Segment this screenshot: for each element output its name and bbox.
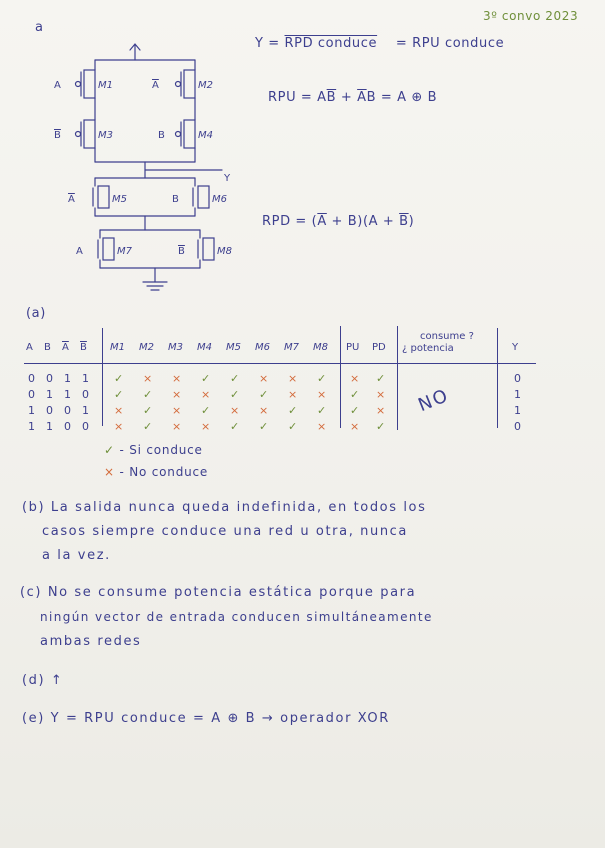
input-cell: 0	[82, 420, 89, 433]
label-gate-m8: B	[178, 246, 185, 257]
label-m4: M4	[198, 130, 213, 141]
legend-conduce	[104, 443, 203, 457]
pd-cross-icon: ×	[376, 404, 386, 417]
eq-rpd-1: RPD = (	[262, 214, 318, 229]
cross-icon: ×	[201, 420, 211, 433]
part-c-line-1: (c) No se consume potencia estática porque para	[20, 585, 417, 600]
input-cell: 1	[28, 420, 35, 433]
hdr-m3: M3	[168, 342, 183, 353]
hdr-b-bar: $\overline{B}$	[80, 342, 87, 353]
label-gate-m1: A	[54, 80, 61, 91]
equation-y	[255, 36, 504, 51]
label-gate-m5: A	[68, 194, 75, 205]
input-cell: 0	[82, 388, 89, 401]
hdr-m7: M7	[284, 342, 299, 353]
check-icon: ✓	[201, 372, 211, 385]
input-cell: 0	[64, 420, 71, 433]
cross-icon: ×	[172, 420, 182, 433]
divider-networks	[397, 326, 398, 430]
eq-rpd-2: $\overline{A}$	[317, 214, 327, 229]
part-b-line-1: (b) La salida nunca queda indefinida, en todos los	[22, 500, 427, 515]
pu-check-icon: ✓	[350, 404, 360, 417]
check-icon: ✓	[288, 420, 298, 433]
part-c-line-2: ningún vector de entrada conducen simultáneamente	[40, 610, 433, 624]
part-d: (d) ↑	[22, 673, 64, 688]
hdr-y: Y	[512, 342, 519, 353]
consume-answer: NO	[415, 384, 453, 417]
cross-icon: ×	[172, 372, 182, 385]
label-m6: M6	[212, 194, 227, 205]
cross-icon: ×	[230, 404, 240, 417]
output-cell: 1	[514, 388, 521, 401]
pu-check-icon: ✓	[350, 388, 360, 401]
transistor-m2-body	[184, 70, 195, 98]
check-icon: ✓	[143, 404, 153, 417]
output-cell: 1	[514, 404, 521, 417]
part-b-line-2: casos siempre conduce una red u otra, nunca	[42, 524, 408, 539]
divider-consume	[497, 328, 498, 428]
input-cell: 1	[64, 388, 71, 401]
eq-y-equals: =	[395, 36, 408, 51]
eq-rpu-d: B = A ⊕ B	[366, 90, 438, 105]
input-cell: 1	[64, 372, 71, 385]
hdr-consume-1: consume ?	[420, 331, 474, 342]
pu-cross-icon: ×	[350, 420, 360, 433]
hdr-m5: M5	[226, 342, 241, 353]
check-icon: ✓	[143, 388, 153, 401]
cross-icon: ×	[172, 388, 182, 401]
eq-y-lhs: Y =	[255, 36, 280, 51]
check-icon: ✓	[317, 372, 327, 385]
legend-cross-icon: ×	[104, 465, 115, 479]
cross-icon: ×	[288, 388, 298, 401]
header-rule	[24, 363, 536, 364]
label-gate-m3: B	[54, 130, 61, 141]
hdr-consume-2: ¿ potencia	[402, 343, 454, 354]
transistor-m8-body	[203, 238, 214, 260]
transistor-m7-body	[103, 238, 114, 260]
input-cell: 0	[46, 404, 53, 417]
eq-rpu-c: $\overline{A}$	[357, 90, 367, 105]
equation-rpu	[268, 90, 437, 105]
page-mark: a	[35, 20, 44, 35]
label-gate-m7: A	[76, 246, 83, 257]
label-m2: M2	[198, 80, 213, 91]
eq-rpu-b: $\overline{B}$	[326, 90, 337, 105]
hdr-m1: M1	[110, 342, 125, 353]
check-icon: ✓	[230, 388, 240, 401]
part-c-line-3: ambas redes	[40, 634, 142, 649]
label-m5: M5	[112, 194, 127, 205]
hdr-a-bar: $\overline{A}$	[62, 342, 69, 353]
input-cell: 1	[82, 372, 89, 385]
label-gate-m6: B	[172, 194, 179, 205]
cross-icon: ×	[201, 388, 211, 401]
legend-check-icon: ✓	[104, 443, 115, 457]
transistor-m1-body	[84, 70, 95, 98]
pd-check-icon: ✓	[376, 420, 386, 433]
output-cell: 0	[514, 372, 521, 385]
pd-cross-icon: ×	[376, 388, 386, 401]
transistor-m6-body	[198, 186, 209, 208]
eq-rpd-3: + B)(A +	[326, 214, 400, 229]
part-e: (e) Y = RPU conduce = A ⊕ B → operador XOR	[22, 711, 390, 726]
input-cell: 1	[46, 388, 53, 401]
header-inputs	[26, 342, 98, 353]
input-cell: 1	[46, 420, 53, 433]
ground-icon	[143, 282, 167, 290]
cross-icon: ×	[114, 404, 124, 417]
check-icon: ✓	[230, 420, 240, 433]
cross-icon: ×	[259, 372, 269, 385]
output-cell: 0	[514, 420, 521, 433]
transistor-m5-body	[98, 186, 109, 208]
pd-check-icon: ✓	[376, 372, 386, 385]
cross-icon: ×	[172, 404, 182, 417]
exam-date: 3º convo 2023	[483, 9, 579, 23]
check-icon: ✓	[143, 420, 153, 433]
pu-cross-icon: ×	[350, 372, 360, 385]
check-icon: ✓	[288, 404, 298, 417]
legend-no-conduce-text: - No conduce	[119, 465, 209, 479]
cross-icon: ×	[317, 388, 327, 401]
eq-rpd-4: $\overline{B}$	[399, 214, 409, 229]
equation-rpd	[262, 214, 414, 229]
hdr-m8: M8	[313, 342, 328, 353]
hdr-pu: PU	[346, 342, 360, 353]
part-a-label: (a)	[26, 306, 46, 321]
input-cell: 1	[28, 404, 35, 417]
hdr-m2: M2	[139, 342, 154, 353]
check-icon: ✓	[114, 388, 124, 401]
hdr-m6: M6	[255, 342, 270, 353]
label-output: Y	[224, 173, 231, 184]
label-m7: M7	[117, 246, 132, 257]
hdr-a: A	[26, 342, 33, 353]
check-icon: ✓	[230, 372, 240, 385]
transistor-m3-body	[84, 120, 95, 148]
input-cell: 0	[28, 372, 35, 385]
divider-inputs	[102, 328, 103, 426]
header-transistors	[110, 342, 342, 353]
input-cell: 0	[28, 388, 35, 401]
input-cell: 0	[64, 404, 71, 417]
cross-icon: ×	[143, 372, 153, 385]
legend-no-conduce	[104, 465, 208, 479]
cmos-circuit-diagram	[40, 40, 250, 300]
input-cell: 1	[82, 404, 89, 417]
input-cell: 0	[46, 372, 53, 385]
eq-rpu-a: RPU = A	[268, 90, 327, 105]
check-icon: ✓	[317, 404, 327, 417]
legend-conduce-text: - Si conduce	[119, 443, 203, 457]
cross-icon: ×	[317, 420, 327, 433]
cross-icon: ×	[288, 372, 298, 385]
label-m3: M3	[98, 130, 113, 141]
part-b-line-3: a la vez.	[42, 548, 111, 563]
eq-rpd-5: )	[408, 214, 415, 229]
hdr-b: B	[44, 342, 51, 353]
check-icon: ✓	[201, 404, 211, 417]
eq-y-negated: RPD conduce	[284, 36, 378, 51]
cross-icon: ×	[259, 404, 269, 417]
label-m8: M8	[217, 246, 232, 257]
label-m1: M1	[98, 80, 113, 91]
eq-rpu-plus: +	[336, 90, 358, 105]
label-gate-m2: A	[152, 80, 159, 91]
label-gate-m4: B	[158, 130, 165, 141]
hdr-m4: M4	[197, 342, 212, 353]
check-icon: ✓	[259, 388, 269, 401]
cross-icon: ×	[114, 420, 124, 433]
check-icon: ✓	[114, 372, 124, 385]
check-icon: ✓	[259, 420, 269, 433]
header-consume	[402, 331, 474, 355]
eq-y-rpu: RPU conduce	[412, 36, 505, 51]
transistor-m4-body	[184, 120, 195, 148]
header-networks	[346, 342, 394, 353]
hdr-pd: PD	[372, 342, 386, 353]
